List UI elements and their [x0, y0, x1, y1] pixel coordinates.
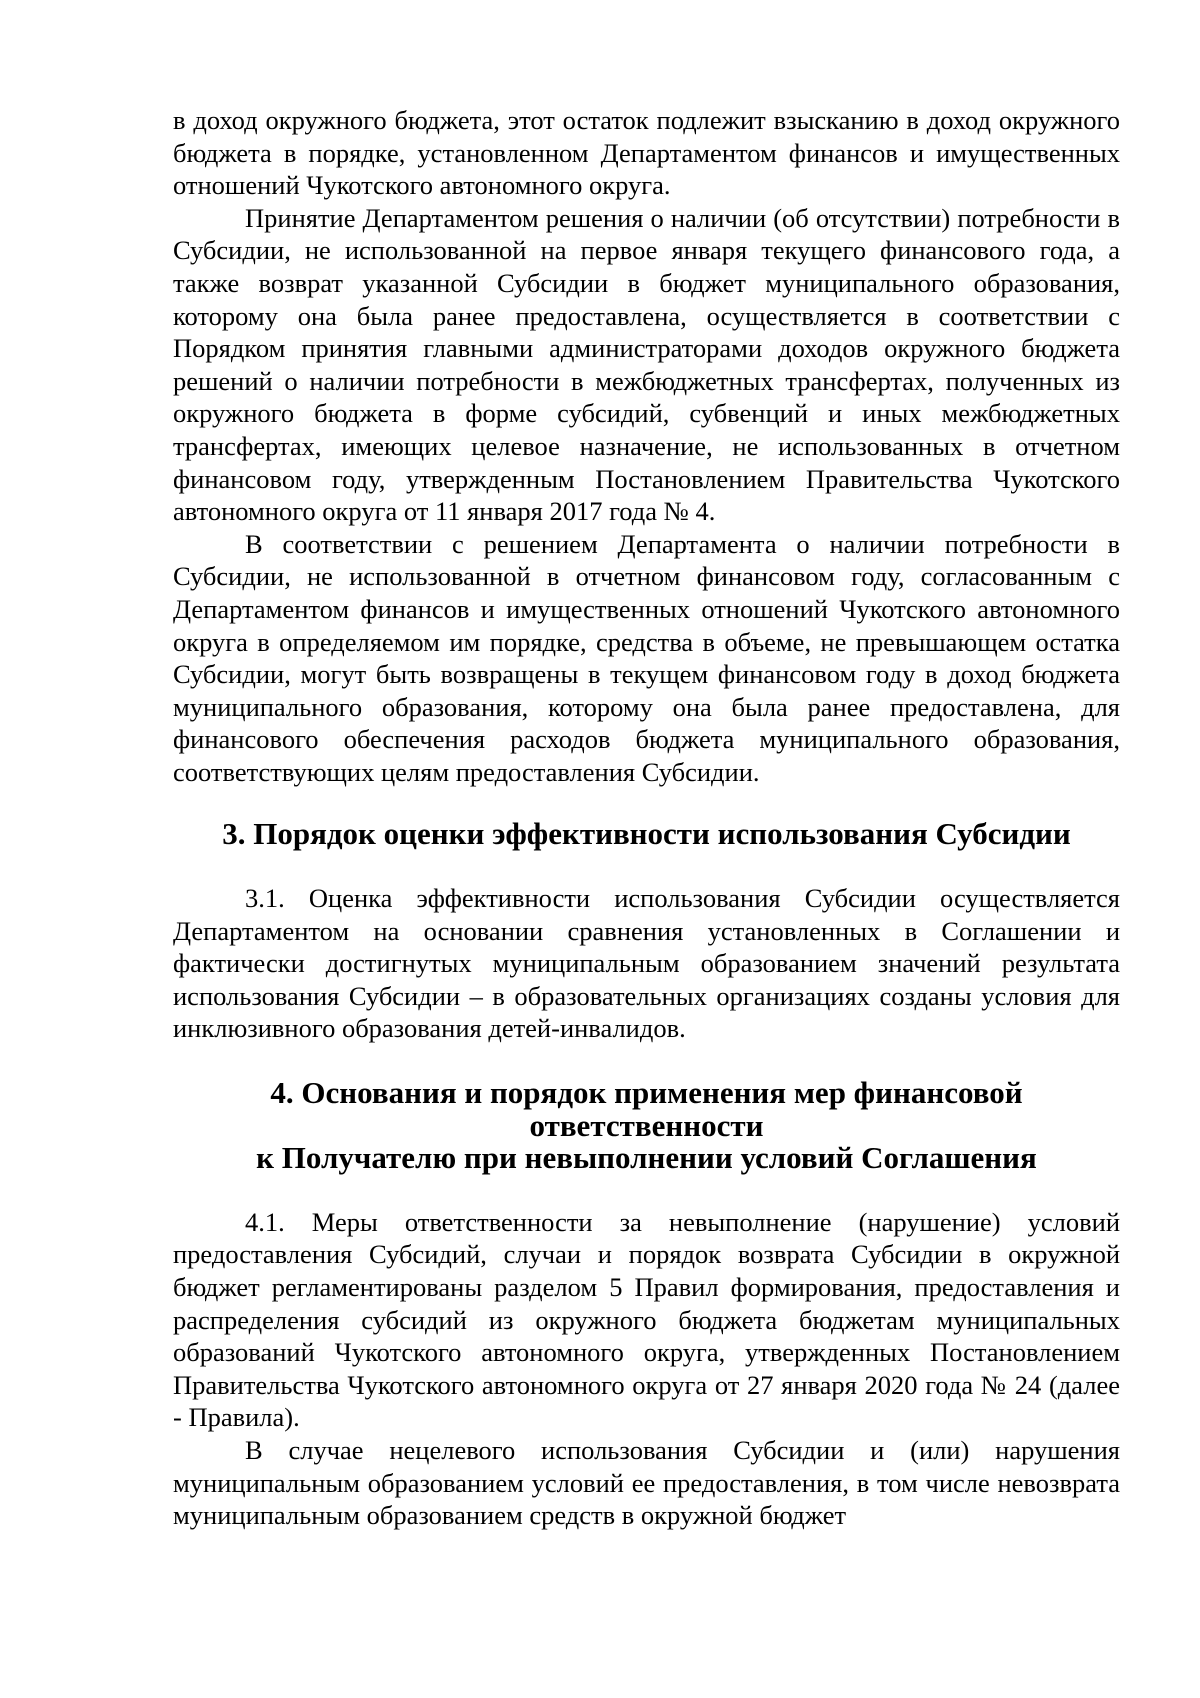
- section-4-heading: [173, 1077, 1120, 1175]
- paragraph-4-1: 4.1. Меры ответственности за невыполнение (нарушение) условий предоставления Субсидий, случаи и порядок возврата Субсидии в окружной бюджет регламентированы разделом 5 Правил формирования, предоставления и распределения субсидий из окружного бюджета бюджетам муниципальных образований Чукотского автономного округа, утвержденных Постановлением Правительства Чукотского автономного округа от 27 января 2020 года № 24 (далее - Правила).: [173, 1206, 1120, 1433]
- section-4-heading-line1: 4. Основания и порядок применения мер финансовой ответственности: [270, 1075, 1023, 1143]
- paragraph-misuse: В случае нецелевого использования Субсидии и (или) нарушения муниципальным образованием условий ее предоставления, в том числе невозврата муниципальным образованием средств в окружной бюджет: [173, 1434, 1120, 1531]
- paragraph-continuation: в доход окружного бюджета, этот остаток подлежит взысканию в доход окружного бюджета в порядке, установленном Департаментом финансов и имущественных отношений Чукотского автономного округа.: [173, 105, 1120, 201]
- section-4-heading-line2: к Получателю при невыполнении условий Соглашения: [256, 1140, 1037, 1176]
- paragraph-subsidy-return: В соответствии с решением Департамента о наличии потребности в Субсидии, не использованной в отчетном финансовом году, согласованным с Департаментом финансов и имущественных отношений Чукотского автономного округа в определяемом им порядке, средства в объеме, не превышающем остатка Субсидии, могут быть возвращены в текущем финансовом году в доход бюджета муниципального образования, которому она была ранее предоставлена, для финансового обеспечения расходов бюджета муниципального образования, соответствующих целям предоставления Субсидии.: [173, 528, 1120, 787]
- paragraph-unused-subsidy-decision: Принятие Департаментом решения о наличии (об отсутствии) потребности в Субсидии, не использованной на первое января текущего финансового года, а также возврат указанной Субсидии в бюджет муниципального образования, которому она была ранее предоставлена, осуществляется в соответствии с Порядком принятия главными администраторами доходов окружного бюджета решений о наличии потребности в межбюджетных трансфертах, полученных из окружного бюджета в форме субсидий, субвенций и иных межбюджетных трансфертах, имеющих целевое назначение, не использованных в отчетном финансовом году, утвержденным Постановлением Правительства Чукотского автономного округа от 11 января 2017 года № 4.: [173, 202, 1120, 527]
- paragraph-3-1: 3.1. Оценка эффективности использования Субсидии осуществляется Департаментом на основании сравнения установленных в Соглашении и фактически достигнутых муниципальным образованием значений результата использования Субсидии – в образовательных организациях созданы условия для инклюзивного образования детей-инвалидов.: [173, 883, 1120, 1044]
- section-3-heading: 3. Порядок оценки эффективности использования Субсидии: [222, 816, 1071, 852]
- document-page: [173, 104, 1120, 1532]
